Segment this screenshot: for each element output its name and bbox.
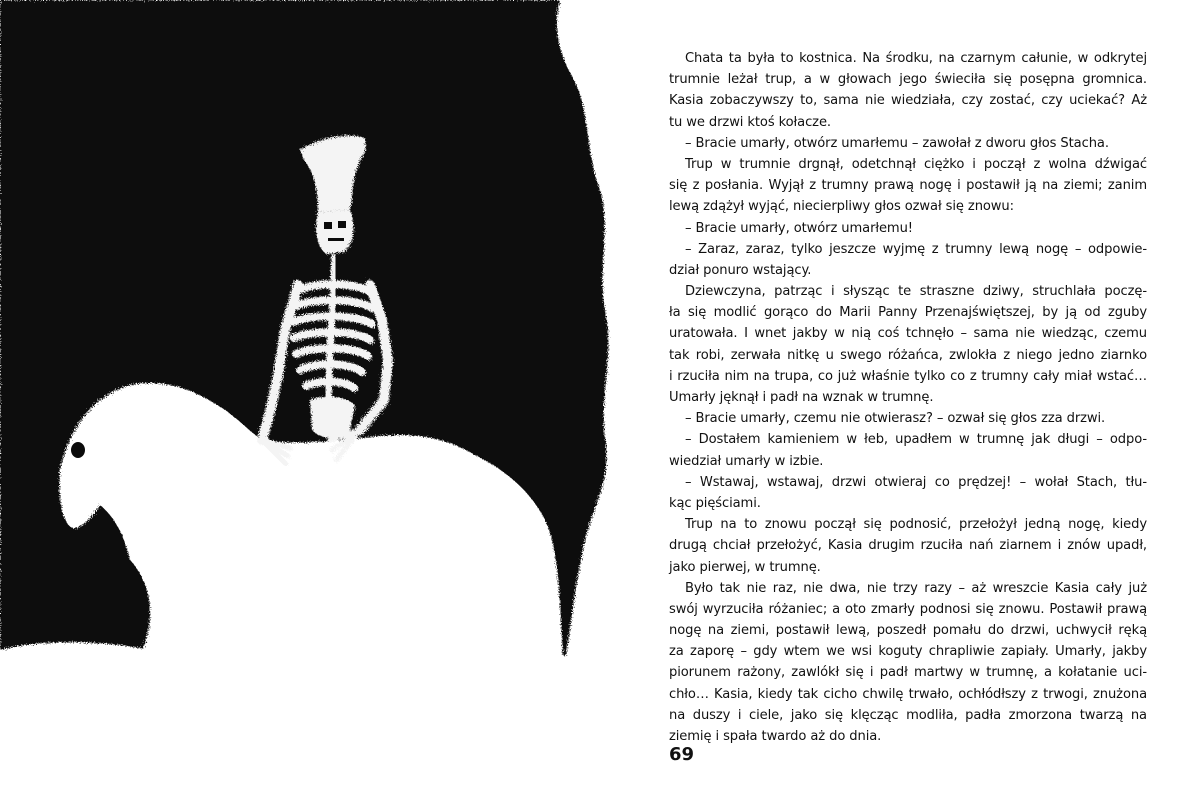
text-line: – Bracie umarły, otwórz umarłemu – zawołał z dworu głos Stacha. [685, 135, 1109, 151]
text-line: Trup na to znowu począł się podnosić, przełożył jedną nogę, kiedy [685, 517, 1147, 533]
text-line: – Zaraz, zaraz, tylko jeszcze wyjmę z trumny lewą nogę – odpowie- [685, 241, 1147, 257]
text-line: wiedział umarły w izbie. [669, 453, 824, 469]
story-text [669, 48, 1147, 747]
text-line: Umarły jęknął i padł na wznak w trumnę. [669, 390, 934, 405]
text-line: Dziewczyna, patrząc i słysząc te straszne dziwy, struchlała poczę- [685, 284, 1147, 300]
horse-eye [71, 442, 85, 458]
text-line: trumnie leżał trup, a w głowach jego świeciła się posępna gromnica. [669, 72, 1147, 88]
text-line: się z posłania. Wyjął z trumny prawą nogę i postawił ją na ziemi; zanim [669, 178, 1147, 194]
text-line: Było tak nie raz, nie dwa, nie trzy razy – aż wreszcie Kasia cały już [685, 580, 1147, 596]
text-line: swój wyrzuciła różaniec; a oto zmarły podnosi się znowu. Postawił prawą [669, 601, 1147, 617]
text-line: na duszy i ciele, jako się klęcząc modliła, padła zmorzona twarzą na [669, 707, 1147, 723]
text-line: kąc pięściami. [669, 495, 761, 511]
text-line: – Dostałem kamieniem w łeb, upadłem w trumnę jak długi – odpo- [685, 432, 1147, 448]
text-line: nogę na ziemi, postawił lewą, poszedł pomału do drzwi, uchwycił ręką [669, 623, 1147, 639]
text-line: Chata ta była to kostnica. Na środku, na czarnym całunie, w odkrytej [685, 51, 1147, 66]
text-line: ziemię i spała twardo aż do dnia. [669, 729, 882, 744]
skull [316, 210, 353, 254]
text-line: tu we drzwi ktoś kołacze. [669, 114, 831, 130]
text-line: tak robi, zerwała nitkę u swego różańca, zwlokła z niego jedno ziarnko [669, 347, 1147, 363]
text-line: drugą chciał przełożyć, Kasia drugim rzuciła nań ziarnem i znów upadł, [669, 538, 1147, 554]
text-line: Kasia zobaczywszy to, sama nie wiedziała, czy zostać, czy uciekać? Aż [669, 93, 1147, 109]
text-line: lewą zdążył wyjąć, niecierpliwy głos ozwał się znowu: [669, 199, 1014, 215]
text-line: jako pierwej, w trumnę. [669, 559, 821, 575]
page-number: 69 [669, 744, 695, 765]
text-line: chło… Kasia, kiedy tak cicho chwilę trwało, ochłódłszy z trwogi, znużona [669, 686, 1147, 702]
text-line: piorunem rażony, zawlókł się i padł martwy w trumnę, a kołatanie uci- [669, 665, 1147, 681]
text-line: – Wstawaj, wstawaj, drzwi otwieraj co prędzej! – wołał Stach, tłu- [685, 474, 1147, 490]
text-line: dział ponuro wstający. [669, 262, 812, 278]
text-line: Trup w trumnie drgnął, odetchnął ciężko i począł z wolna dźwigać [685, 156, 1147, 172]
text-line: uratowała. I wnet jakby w nią coś tchnęło – sama nie wiedząc, czemu [669, 326, 1147, 342]
text-line: za zaporę – gdy wtem we wsi koguty chrapliwie zapiały. Umarły, jakby [669, 644, 1147, 660]
text-line: ła się modlić gorąco do Marii Panny Przenajświętszej, by ją od zguby [669, 305, 1147, 321]
text-line: – Bracie umarły, otwórz umarłemu! [685, 220, 913, 236]
text-line: i rzuciła nim na trupa, co już właśnie tylko co z trumny cały miał wstać… [669, 368, 1147, 384]
pelvis [310, 397, 355, 438]
text-line: – Bracie umarły, czemu nie otwierasz? – ozwał się głos zza drzwi. [685, 411, 1106, 427]
